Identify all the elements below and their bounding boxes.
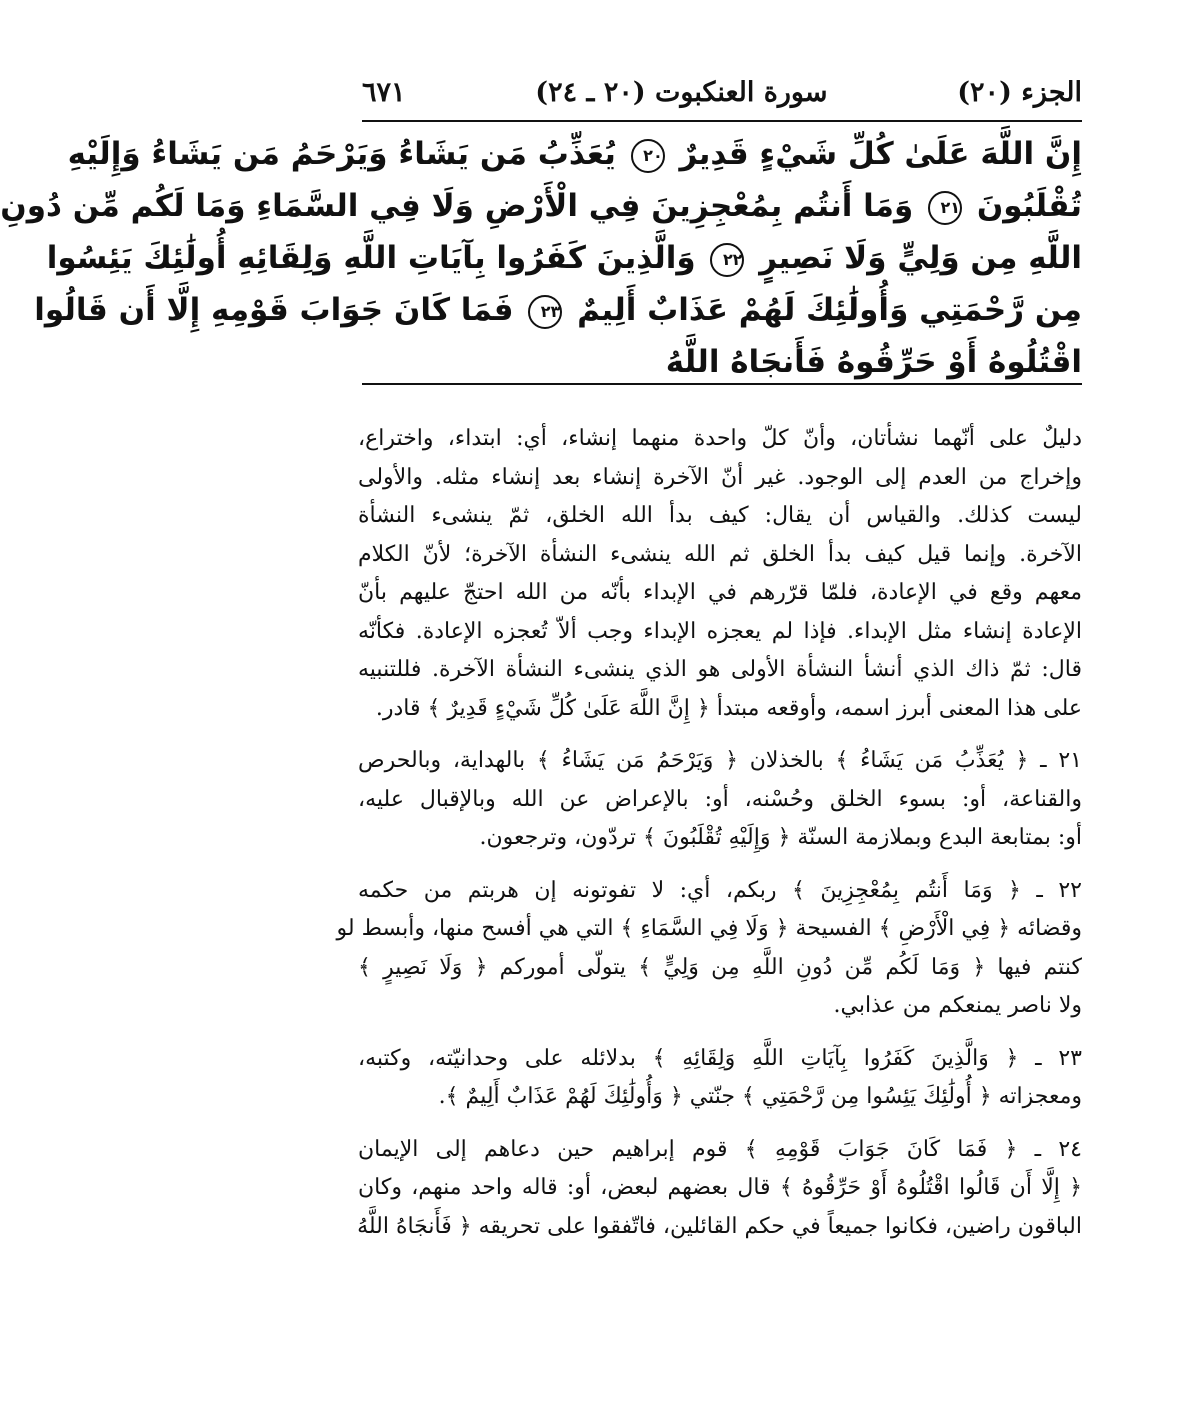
text-line: وإخراج من العدم إلى الوجود. غير أنّ الآخرة إنشاء بعد إنشاء مثله. والأولى — [358, 464, 1082, 490]
ayah-number-marker: ٢٣ — [528, 295, 562, 329]
text-line: ومعجزاته ﴿ أُولَٰئِكَ يَئِسُوا مِن رَّحْمَتِي ﴾ جنّتي ﴿ وَأُولَٰئِكَ لَهُمْ عَذَابٌ أَلِيمٌ ﴾. — [438, 1084, 1082, 1109]
ayah-number-marker: ٢٠ — [631, 139, 665, 173]
ayah-number-marker: ٢٢ — [710, 243, 744, 277]
text-line: الباقون راضين، فكانوا جميعاً في حكم القائلين، فاتّفقوا على تحريقه ﴿ فَأَنجَاهُ اللَّهُ — [357, 1213, 1082, 1239]
juz-label: الجزء (٢٠) — [957, 76, 1082, 108]
header-divider — [362, 120, 1082, 122]
text-line: ﴿ إِلَّا أَن قَالُوا اقْتُلُوهُ أَوْ حَرِّقُوهُ ﴾ قال بعضهم لبعض، أو: قاله واحد منهم، وكان — [358, 1175, 1082, 1200]
quran-commentary-divider — [362, 383, 1082, 385]
surah-title: سورة العنكبوت (٢٠ ـ ٢٤) — [535, 76, 828, 108]
text-line: كنتم فيها ﴿ وَمَا لَكُم مِّن دُونِ اللَّهِ مِن وَلِيٍّ ﴾ يتولّى أموركم ﴿ وَلَا نَصِيرٍ ﴾ — [358, 954, 1082, 980]
text-line: دليلٌ على أنّهما نشأتان، وأنّ كلّ واحدة منهما إنشاء، أي: ابتداء، واختراع، — [358, 426, 1082, 451]
text-line: ٢٣ ـ ﴿ وَالَّذِينَ كَفَرُوا بِآيَاتِ اللَّهِ وَلِقَائِهِ ﴾ بدلائله على وحدانيّته، وكتبه، — [358, 1045, 1082, 1071]
text-line: على هذا المعنى أبرز اسمه، وأوقعه مبتدأ ﴿ إِنَّ اللَّهَ عَلَىٰ كُلِّ شَيْءٍ قَدِيرٌ ﴾ قادر. — [375, 695, 1082, 721]
quran-line — [0, 180, 1082, 232]
commentary-paragraph — [358, 420, 1082, 728]
page-number: ٦٧١ — [362, 76, 406, 108]
quran-line — [34, 284, 1082, 336]
quran-line — [67, 128, 1082, 180]
text-line: الآخرة. وإنما قيل كيف بدأ الخلق ثم الله ينشىء النشأة الآخرة؛ لأنّ الكلام — [358, 541, 1082, 567]
commentary-paragraph-verse-22 — [336, 872, 1082, 1026]
text-line: وقضائه ﴿ فِي الْأَرْضِ ﴾ الفسيحة ﴿ وَلَا فِي السَّمَاءِ ﴾ التي هي أفسح منها، وأبسط لو — [336, 916, 1082, 941]
commentary-paragraph-verse-24 — [358, 1131, 1082, 1247]
quran-text-block — [0, 128, 1082, 388]
quran-segment: وَالَّذِينَ كَفَرُوا بِآيَاتِ اللَّهِ وَلِقَائِهِ أُولَٰئِكَ يَئِسُوا — [46, 240, 696, 276]
text-line: ٢٤ ـ ﴿ فَمَا كَانَ جَوَابَ قَوْمِهِ ﴾ قوم إبراهيم حين دعاهم إلى الإيمان — [358, 1136, 1082, 1162]
quran-segment: مِن رَّحْمَتِي وَأُولَٰئِكَ لَهُمْ عَذَابٌ أَلِيمٌ — [577, 292, 1082, 328]
text-line: ٢١ ـ ﴿ يُعَذِّبُ مَن يَشَاءُ ﴾ بالخذلان ﴿ وَيَرْحَمُ مَن يَشَاءُ ﴾ بالهداية، وبالحرص — [358, 748, 1082, 773]
quran-segment: إِنَّ اللَّهَ عَلَىٰ كُلِّ شَيْءٍ قَدِيرٌ — [679, 136, 1082, 172]
quran-segment: تُقْلَبُونَ — [976, 188, 1082, 224]
quran-segment: اقْتُلُوهُ أَوْ حَرِّقُوهُ فَأَنجَاهُ اللَّهُ — [665, 344, 1082, 380]
quran-segment: فَمَا كَانَ جَوَابَ قَوْمِهِ إِلَّا أَن قَالُوا — [34, 292, 514, 328]
quran-segment: اللَّهِ مِن وَلِيٍّ وَلَا نَصِيرٍ — [759, 240, 1082, 276]
page-header — [362, 70, 1082, 114]
commentary-paragraph-verse-23 — [358, 1040, 1082, 1117]
quran-segment: يُعَذِّبُ مَن يَشَاءُ وَيَرْحَمُ مَن يَشَاءُ وَإِلَيْهِ — [67, 136, 616, 172]
text-line: الإعادة إنشاء مثل الإبداء. فإذا لم يعجزه الإبداء وجب ألاّ تُعجزه الإعادة. فكأنّه — [358, 618, 1082, 644]
ayah-number-marker: ٢١ — [928, 191, 962, 225]
text-line: ٢٢ ـ ﴿ وَمَا أَنتُم بِمُعْجِزِينَ ﴾ ربكم، أي: لا تفوتونه إن هربتم من حكمه — [358, 877, 1082, 903]
text-line: والقناعة، أو: بسوء الخلق وحُسْنه، أو: بالإعراض عن الله وبالإقبال عليه، — [358, 786, 1082, 812]
text-line: معهم وقع في الإعادة، فلمّا قرّرهم في الإبداء بأنّه من الله احتجّ عليهم بأنّ — [358, 580, 1082, 605]
text-line: ليست كذلك. والقياس أن يقال: كيف بدأ الله الخلق، ثمّ ينشىء النشأة — [358, 503, 1082, 528]
commentary-block — [336, 420, 1082, 1260]
commentary-paragraph-verse-21 — [358, 742, 1082, 858]
text-line: أو: بمتابعة البدع وبملازمة السنّة ﴿ وَإِلَيْهِ تُقْلَبُونَ ﴾ تردّون، وترجعون. — [479, 825, 1082, 850]
quran-segment: وَمَا أَنتُم بِمُعْجِزِينَ فِي الْأَرْضِ وَلَا فِي السَّمَاءِ وَمَا لَكُم مِّن دُونِ — [0, 188, 914, 224]
quran-line — [46, 232, 1082, 284]
text-line: قال: ثمّ ذاك الذي أنشأ النشأة الأولى هو الذي ينشىء النشأة الآخرة. فللتنبيه — [358, 657, 1082, 682]
quran-line — [362, 336, 1082, 388]
text-line: ولا ناصر يمنعكم من عذابي. — [833, 993, 1082, 1018]
